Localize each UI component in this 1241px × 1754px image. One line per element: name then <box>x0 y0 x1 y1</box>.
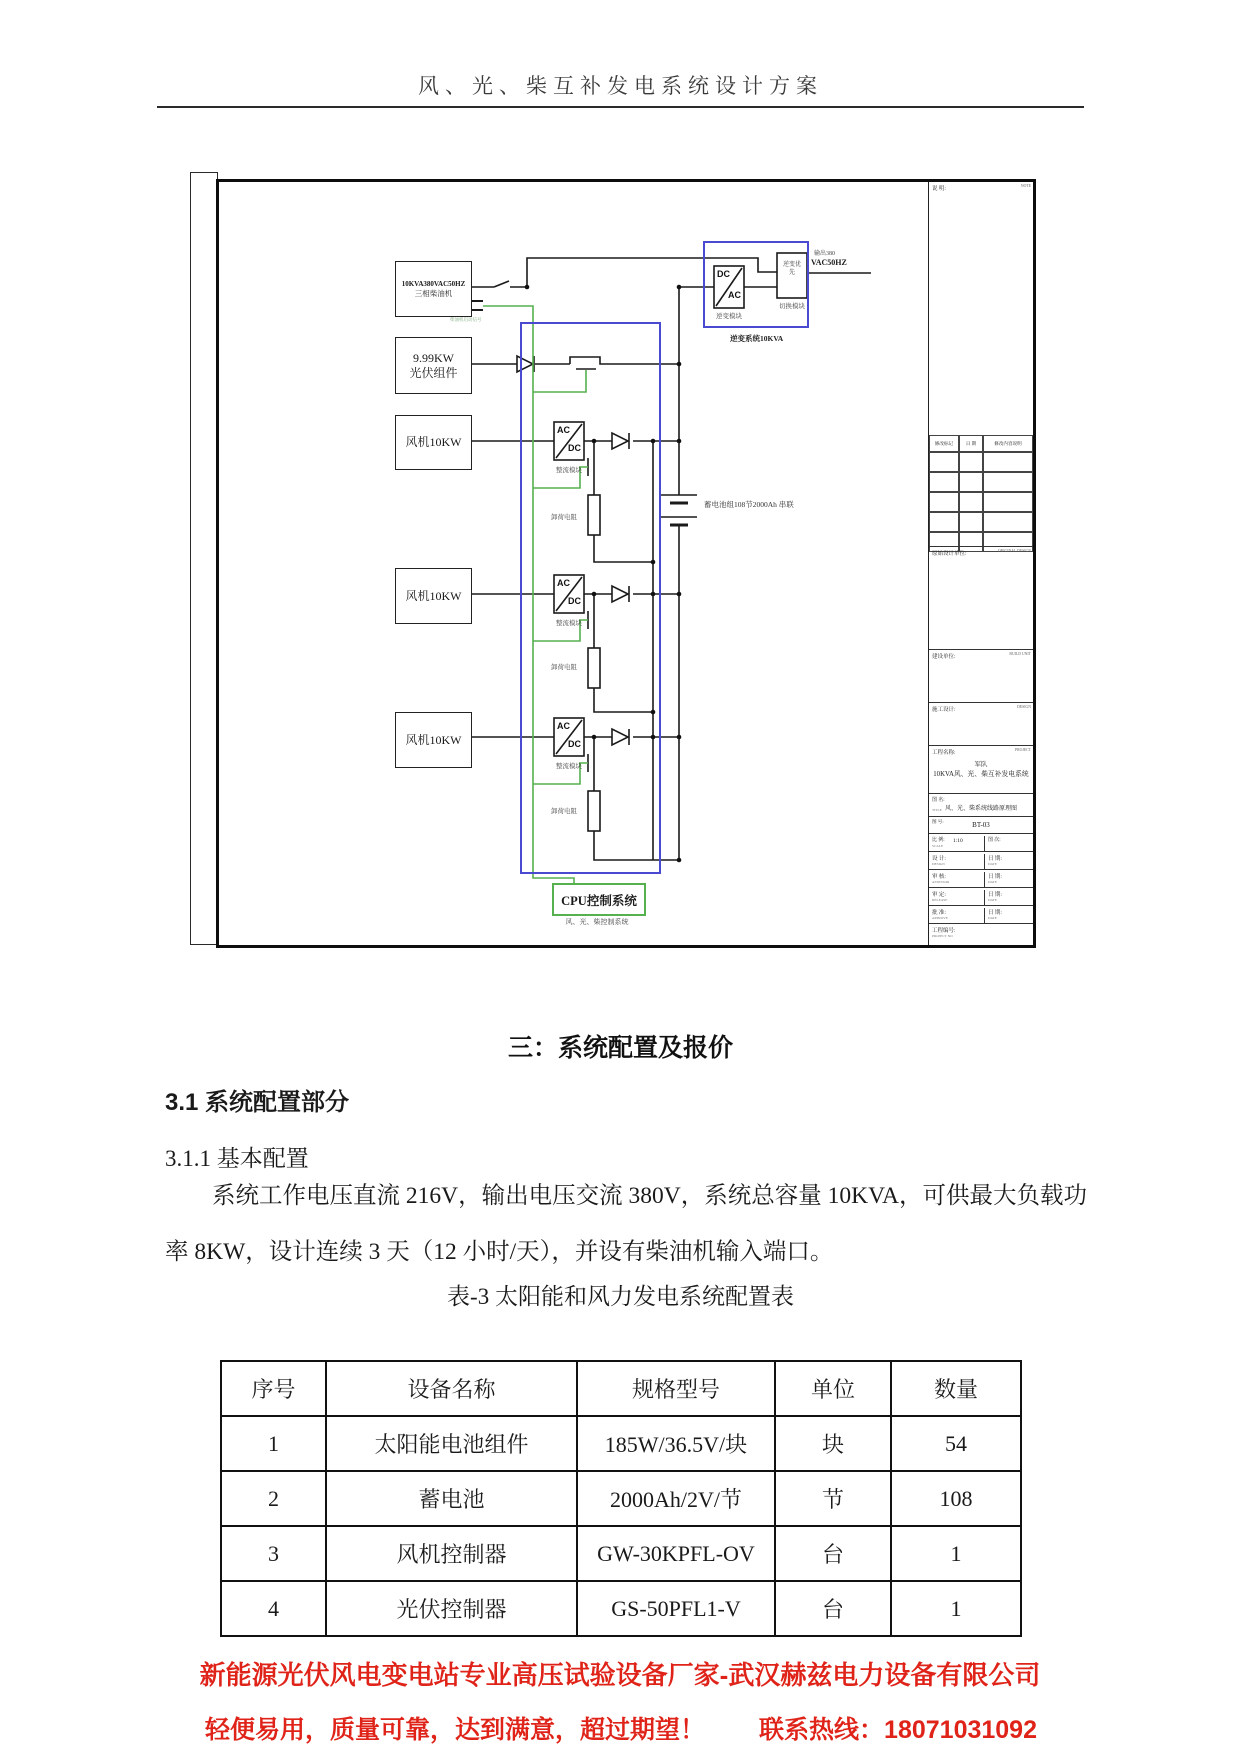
titleblock-orig-design-label: 原始设计单位: <box>932 551 967 557</box>
table-cell: 块 <box>775 1416 891 1471</box>
titleblock-note-label: 说 明: <box>932 186 946 192</box>
dump-resistor-label: 卸荷电阻 <box>551 808 577 815</box>
sign-row-en: DESIGN <box>932 862 945 866</box>
diesel-rating-label: 10KVA380VAC50HZ <box>401 279 466 288</box>
titleblock-const-design-label: 施工设计: <box>932 707 956 713</box>
inverter-dc-label: DC <box>717 269 730 279</box>
wind-turbine-label: 风机10KW <box>405 732 462 747</box>
table-cell: 54 <box>891 1416 1021 1471</box>
pv-array-box <box>395 337 472 394</box>
sign-row-label: 审 核: <box>932 874 946 880</box>
table-cell: GW-30KPFL-OV <box>577 1526 775 1581</box>
pv-power-label: 9.99KW <box>413 350 454 365</box>
table-cell: 1 <box>891 1526 1021 1581</box>
scale-value: 1:10 <box>953 838 963 844</box>
titleblock-note-en: NOTE <box>1020 184 1031 188</box>
sign-row-date-en: DATE <box>988 862 997 866</box>
titleblock-title-label: 图 名: <box>932 798 945 803</box>
sign-row-en: APPROVE <box>932 916 948 920</box>
diesel-generator-box <box>395 261 472 317</box>
project-no-en: PROJECT NO <box>932 934 953 938</box>
pv-name-label: 光伏组件 <box>409 365 458 380</box>
rectifier-module-label: 整流模块 <box>556 620 582 627</box>
sign-row-date-label: 日 期: <box>984 890 1002 906</box>
table-row <box>221 1526 1021 1581</box>
table-cell: 蓄电池 <box>326 1471 577 1526</box>
titleblock-const-design-en: DESIGN <box>1017 705 1031 709</box>
drawing-number-value: BT-03 <box>972 821 990 829</box>
chapter-title: 三：系统配置及报价 <box>507 1034 733 1062</box>
sign-row-label: 设 计: <box>932 856 946 862</box>
table-cell: 光伏控制器 <box>326 1581 577 1636</box>
table-row <box>221 1471 1021 1526</box>
table-cell: 4 <box>221 1581 326 1636</box>
revision-table <box>929 435 1033 552</box>
table-cell: 1 <box>891 1581 1021 1636</box>
wind-turbine-box-3 <box>395 712 472 768</box>
inverter-system-label: 逆变系统10KVA <box>730 334 784 343</box>
titleblock-project-en: PROJECT <box>1014 748 1031 752</box>
cpu-control-label: CPU控制系统 <box>561 893 637 908</box>
titleblock-build-unit-label: 建设单位: <box>932 654 956 660</box>
sign-row-label: 批 准: <box>932 910 946 916</box>
sign-row-date-en: DATE <box>988 880 997 884</box>
table-header-cell: 序号 <box>221 1361 326 1416</box>
table-cell: 风机控制器 <box>326 1526 577 1581</box>
sign-row-label: 审 定: <box>932 892 946 898</box>
revision-col-header: 修改标记 <box>929 435 959 452</box>
table-row <box>221 1416 1021 1471</box>
rectifier-ac-label: AC <box>557 721 570 731</box>
inverter-module-label: 逆变模块 <box>716 313 742 320</box>
diesel-note-label: 柴油机启动信号 <box>450 317 482 322</box>
wind-turbine-label: 风机10KW <box>405 588 462 603</box>
switch-module-label: 切换模块 <box>779 303 805 310</box>
page-header-title: 风、光、柴互补发电系统设计方案 <box>418 74 823 98</box>
sign-row-date-label: 日 期: <box>984 908 1002 924</box>
project-no-label: 工程编号: <box>932 928 956 934</box>
inverter-ac-label: AC <box>728 290 741 300</box>
table-header-row <box>221 1361 1021 1416</box>
table-cell: 2 <box>221 1471 326 1526</box>
table-header-cell: 单位 <box>775 1361 891 1416</box>
table-cell: 3 <box>221 1526 326 1581</box>
rectifier-dc-label: DC <box>568 443 581 453</box>
revision-col-header: 日 期 <box>959 435 983 452</box>
footer-slogan: 轻便易用，质量可靠，达到满意，超过期望！ <box>205 1716 706 1744</box>
diesel-name-label: 三相柴油机 <box>414 288 453 298</box>
table-header-cell: 设备名称 <box>326 1361 577 1416</box>
table-cell: 185W/36.5V/块 <box>577 1416 775 1471</box>
table-header-cell: 规格型号 <box>577 1361 775 1416</box>
rectifier-dc-label: DC <box>568 596 581 606</box>
rectifier-dc-label: DC <box>568 739 581 749</box>
rectifier-module-label: 整流模块 <box>556 467 582 474</box>
output-voltage-label-2: VAC50HZ <box>811 258 847 267</box>
sign-row-date-en: DATE <box>988 916 997 920</box>
titleblock-orig-design-en: ORIGINAL DESIGN <box>997 549 1031 553</box>
sign-row-date-en: DATE <box>988 898 997 902</box>
table-cell: 108 <box>891 1471 1021 1526</box>
battery-bank-label: 蓄电池组108节2000Ah 串联 <box>704 500 794 509</box>
section-heading-31: 3.1 系统配置部分 <box>165 1089 350 1116</box>
titleblock-scale-en: SCALE <box>932 844 944 848</box>
project-name-line1: 军队 <box>974 761 988 768</box>
table-cell: GS-50PFL1-V <box>577 1581 775 1636</box>
table-row <box>221 1581 1021 1636</box>
sign-row-date-label: 日 期: <box>984 854 1002 870</box>
titleblock-build-unit-en: BUILD UNIT <box>1009 652 1031 656</box>
titleblock-sheet-label: 图 次: <box>984 836 1001 852</box>
sign-row-en: RELEASE <box>932 898 948 902</box>
output-voltage-label-1: 输出380 <box>814 251 836 257</box>
rectifier-ac-label: AC <box>557 578 570 588</box>
rectifier-module-label: 整流模块 <box>556 763 582 770</box>
wind-turbine-label: 风机10KW <box>405 435 462 449</box>
footer-line-2 <box>205 1710 1037 1746</box>
table-cell: 1 <box>221 1416 326 1471</box>
sign-row-date-label: 日 期: <box>984 872 1002 888</box>
wind-turbine-box-1 <box>395 415 472 470</box>
cpu-caption: 风、光、柴控制系统 <box>565 918 629 926</box>
titleblock-title-en: TITLE <box>932 808 942 812</box>
titleblock-project-label: 工程名称: <box>932 750 956 756</box>
table-cell: 台 <box>775 1526 891 1581</box>
table-caption: 表-3 太阳能和风力发电系统配置表 <box>447 1284 794 1309</box>
dump-resistor-label: 卸荷电阻 <box>551 514 577 521</box>
titleblock-scale-label: 比 例: <box>932 838 945 843</box>
wind-turbine-box-2 <box>395 568 472 624</box>
dump-resistor-label: 卸荷电阻 <box>551 664 577 671</box>
drawing-title-value: 风、光、柴系统线路原理图 <box>944 806 1017 812</box>
table-cell: 台 <box>775 1581 891 1636</box>
cpu-control-box <box>552 883 646 916</box>
table-cell: 太阳能电池组件 <box>326 1416 577 1471</box>
config-table <box>220 1360 1022 1637</box>
rectifier-ac-label: AC <box>557 425 570 435</box>
sign-row-en: ASSESSOR <box>932 880 950 884</box>
contact-phone: 联系热线：18071031092 <box>759 1716 1037 1744</box>
body-paragraph: 系统工作电压直流 216V，输出电压交流 380V，系统总容量 10KVA，可供最大负载功率 8KW，设计连续 3 天（12 小时/天），并设有柴油机输入端口。 <box>165 1183 1087 1265</box>
table-cell: 节 <box>775 1471 891 1526</box>
revision-col-header: 修改内容说明 <box>983 435 1033 452</box>
switch-priority-text: 逆变优先 <box>782 262 801 276</box>
subsection-heading-311: 3.1.1 基本配置 <box>165 1146 309 1171</box>
project-name-line2: 10KVA风、光、柴互补发电系统 <box>933 771 1029 778</box>
table-cell: 2000Ah/2V/节 <box>577 1471 775 1526</box>
drawing-title-block <box>928 182 1033 945</box>
table-header-cell: 数量 <box>891 1361 1021 1416</box>
footer-line-1: 新能源光伏风电变电站专业高压试验设备厂家-武汉赫兹电力设备有限公司 <box>199 1660 1041 1690</box>
titleblock-mark-label: 图 号: <box>932 819 944 824</box>
